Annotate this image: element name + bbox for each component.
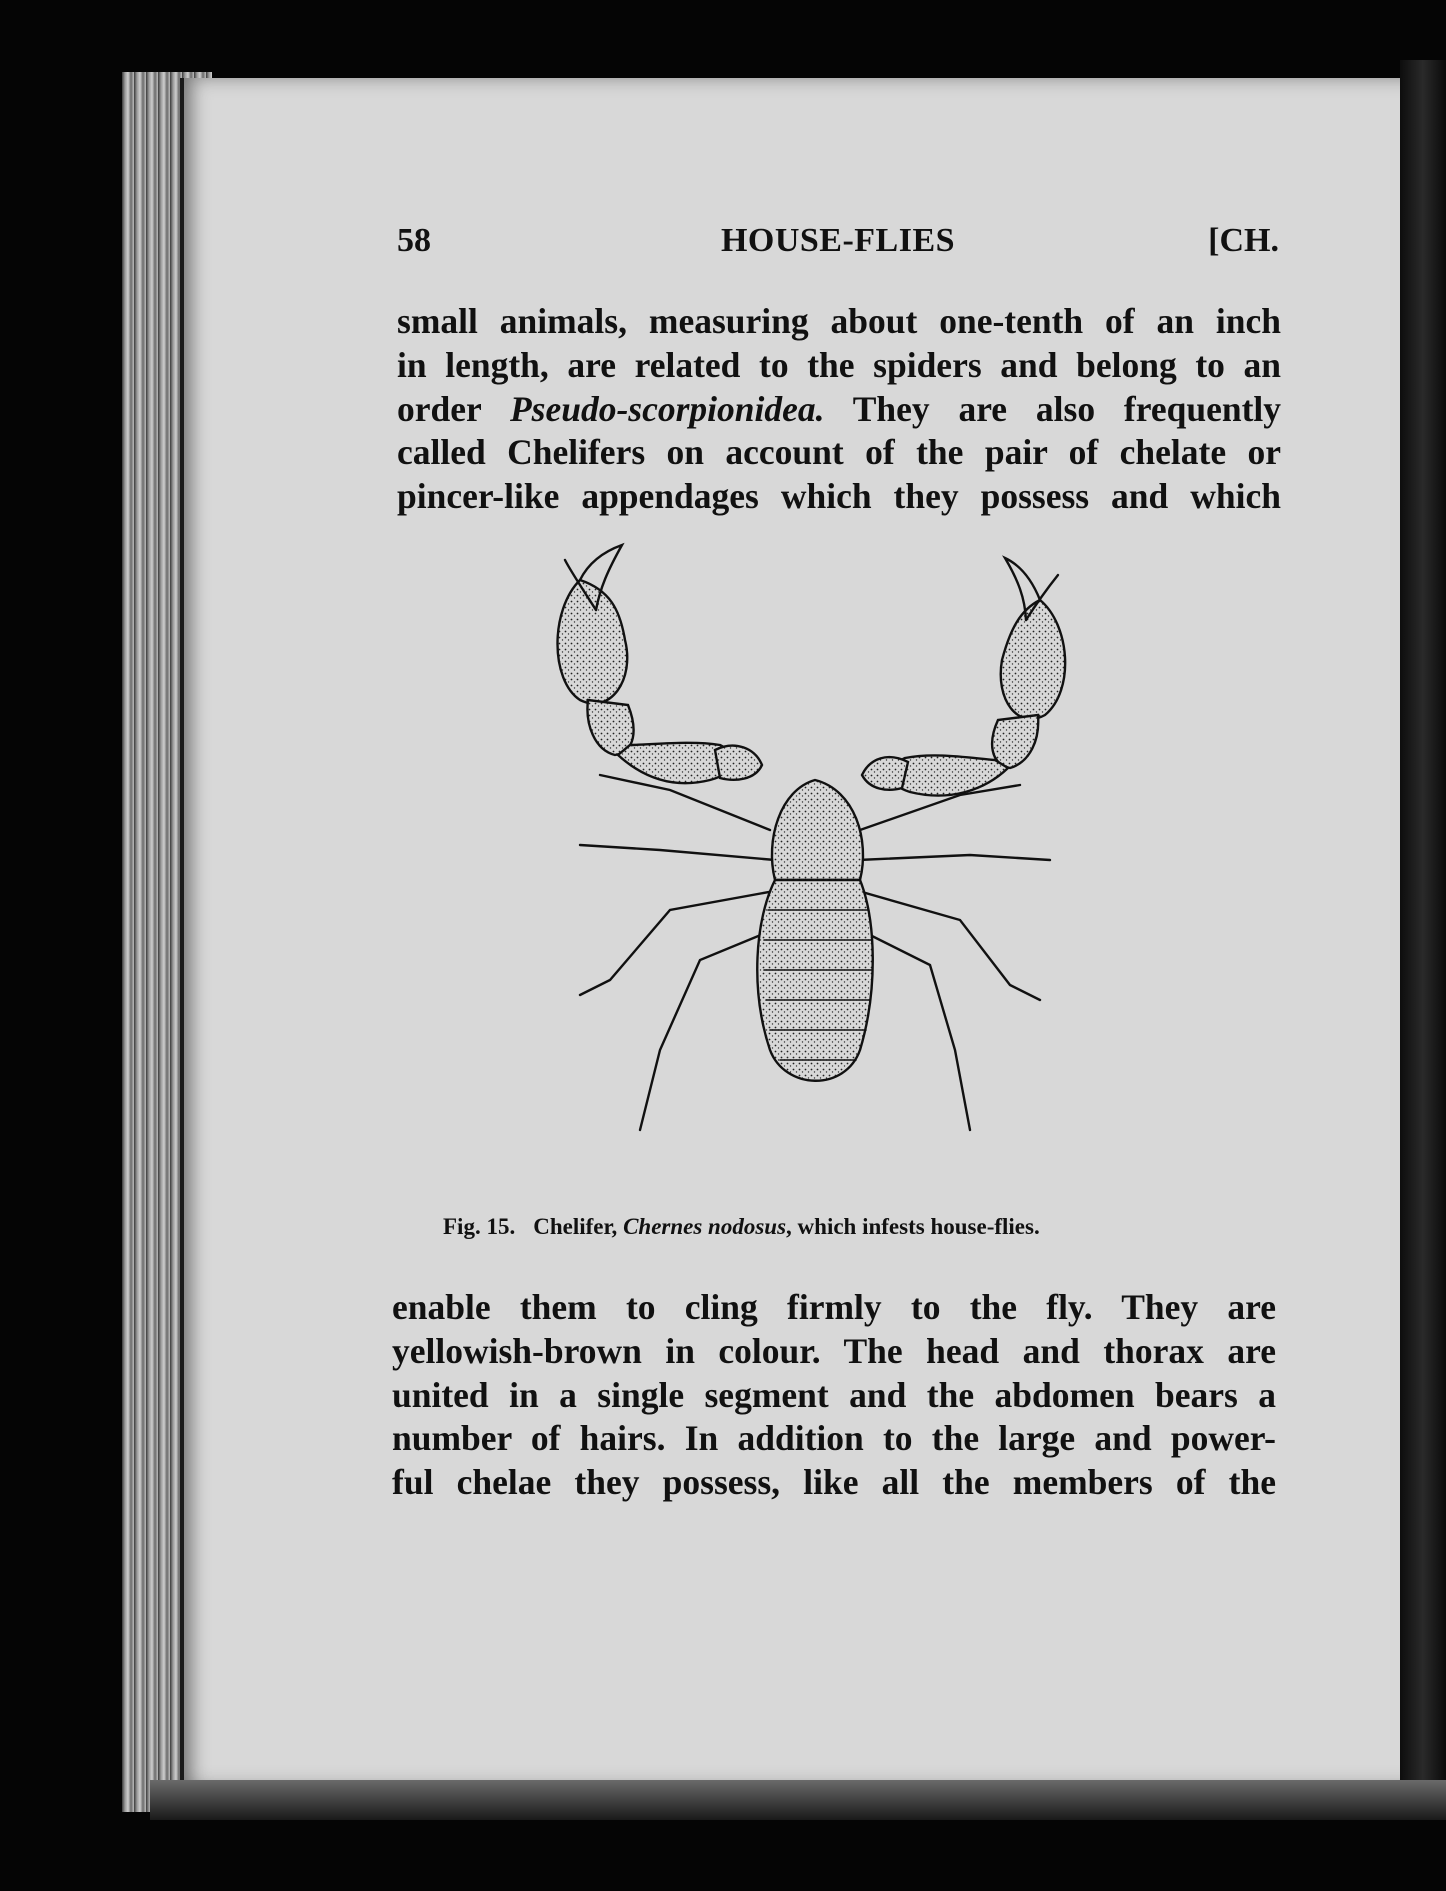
figure-label: Fig. 15. [443,1214,516,1239]
cephalothorax [772,780,863,880]
text-line [397,388,1281,432]
text-line: called Chelifers on account of the pair of chelate or [397,432,1281,473]
text-line: ful chelae they possess, like all the members of the [392,1462,1276,1503]
running-head [397,222,1279,272]
text-line: united in a single segment and the abdomen bears a [392,1374,1276,1415]
text-line: yellowish-brown in colour. The head and thorax are [392,1330,1276,1371]
page-number: 58 [397,222,431,259]
left-pincer-arm [558,545,763,783]
species-name: Chernes nodosus [623,1214,787,1239]
chapter-marker: [CH. [1208,222,1279,259]
paragraph-1 [397,300,1281,519]
text-line: small animals, measuring about one-tenth of an inch [397,301,1281,341]
caption-text: Chelifer, [533,1214,624,1239]
facing-page-edge [1400,60,1446,1820]
paragraph-2 [392,1286,1276,1505]
text-line: pincer-like appendages which they possess and which [397,476,1281,517]
chelifer-illustration [540,540,1140,1190]
figure-caption [443,1214,1243,1240]
text-line: enable them to cling firmly to the fly. They are [392,1287,1276,1327]
right-pincer-arm [862,558,1065,796]
running-title: HOUSE-FLIES [720,222,956,259]
text-line: number of hairs. In addition to the large and power- [392,1418,1276,1459]
caption-text: , which infests house-flies. [786,1214,1040,1239]
order-name: Pseudo-scorpionidea. [509,388,825,429]
text-line: in length, are related to the spiders and belong to an [397,344,1281,385]
abdomen [757,880,872,1081]
text-fragment: order [397,388,510,429]
page-bottom-shadow [150,1780,1446,1820]
text-fragment: They are also frequently [824,388,1282,429]
